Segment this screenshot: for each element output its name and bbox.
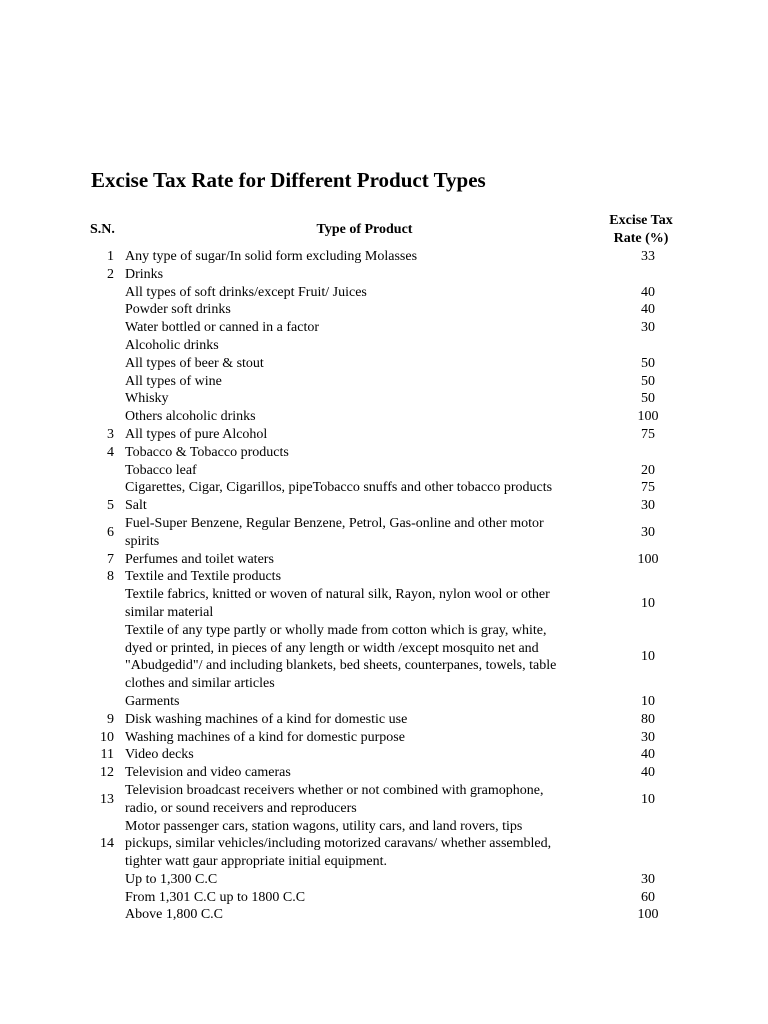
row-serial-number [80, 586, 125, 622]
table-row [80, 871, 690, 889]
tax-rate-table [80, 248, 690, 924]
row-serial-number: 7 [107, 551, 114, 567]
description-line: Perfumes and toilet waters [125, 551, 274, 567]
table-row [80, 444, 690, 462]
row-serial-number [80, 408, 125, 426]
row-tax-rate: 33 [641, 249, 655, 264]
row-serial-number: 12 [100, 765, 114, 781]
table-row [80, 373, 690, 391]
column-header-rate-line1: Excise Tax [609, 213, 673, 228]
description-line: Salt [125, 498, 147, 514]
table-row [80, 497, 690, 515]
row-serial-number [80, 479, 125, 497]
row-tax-rate: 100 [637, 409, 659, 425]
description-line: Textile fabrics, knitted or woven of natural silk, Rayon, nylon wool or other [125, 587, 550, 603]
row-serial-number: 10 [100, 729, 114, 745]
table-row [80, 818, 690, 871]
row-serial-number [80, 622, 125, 693]
table-row [80, 319, 690, 337]
row-tax-rate: 10 [641, 649, 655, 665]
row-tax-rate: 10 [641, 596, 655, 612]
table-row [80, 729, 690, 747]
row-product-description [125, 711, 606, 729]
description-line: similar material [125, 604, 214, 620]
description-line: Up to 1,300 C.C [125, 871, 218, 887]
row-serial-number [80, 284, 125, 302]
table-row [80, 746, 690, 764]
description-line: Tobacco leaf [125, 462, 197, 478]
row-product-description [125, 462, 606, 480]
table-row [80, 408, 690, 426]
row-tax-rate: 30 [641, 524, 655, 540]
row-serial-number: 13 [100, 791, 114, 807]
row-product-description [125, 284, 606, 302]
row-product-description [125, 337, 606, 355]
table-row [80, 782, 690, 818]
description-line: Tobacco & Tobacco products [125, 444, 289, 460]
row-tax-rate: 100 [637, 551, 659, 567]
table-row [80, 515, 690, 551]
row-tax-rate: 50 [641, 355, 655, 371]
row-tax-rate [606, 266, 690, 284]
table-row [80, 622, 690, 693]
column-header-rate-line2: Rate (%) [613, 231, 669, 246]
row-tax-rate: 80 [641, 711, 655, 727]
row-serial-number: 3 [107, 426, 114, 442]
description-line: Television broadcast receivers whether or not combined with gramophone, [125, 782, 544, 798]
column-header-rate [600, 212, 682, 248]
row-tax-rate [606, 444, 690, 462]
row-product-description [125, 479, 606, 497]
row-tax-rate: 100 [637, 907, 659, 923]
row-tax-rate: 75 [641, 426, 655, 442]
description-line: Fuel-Super Benzene, Regular Benzene, Petrol, Gas-online and other motor [125, 515, 544, 531]
row-product-description [125, 266, 606, 284]
row-tax-rate [606, 337, 690, 355]
row-serial-number [80, 337, 125, 355]
row-product-description [125, 818, 606, 871]
row-product-description [125, 515, 606, 551]
row-serial-number [80, 889, 125, 907]
table-row [80, 568, 690, 586]
description-line: All types of pure Alcohol [125, 426, 268, 442]
table-row [80, 248, 690, 266]
description-line: Motor passenger cars, station wagons, utility cars, and land rovers, tips [125, 818, 523, 834]
column-header-type: Type of Product [316, 222, 413, 237]
row-serial-number [80, 871, 125, 889]
row-serial-number [80, 390, 125, 408]
row-serial-number: 11 [100, 747, 114, 763]
row-product-description [125, 248, 606, 266]
row-serial-number [80, 462, 125, 480]
row-product-description [125, 764, 606, 782]
description-line: Alcoholic drinks [125, 337, 219, 353]
description-line: Above 1,800 C.C [125, 907, 223, 923]
row-serial-number [80, 301, 125, 319]
row-tax-rate [606, 568, 690, 586]
column-header-sn: S.N. [90, 222, 115, 237]
row-product-description [125, 729, 606, 747]
row-tax-rate: 30 [641, 498, 655, 514]
tax-rate-table-body [80, 248, 690, 924]
row-product-description [125, 622, 606, 693]
row-serial-number: 6 [107, 524, 114, 540]
row-product-description [125, 355, 606, 373]
row-tax-rate: 30 [641, 871, 655, 887]
table-row [80, 711, 690, 729]
table-row [80, 764, 690, 782]
row-serial-number: 5 [107, 498, 114, 514]
row-tax-rate: 40 [641, 302, 655, 318]
description-line: dyed or printed, in pieces of any length or width /except mosquito net and [125, 640, 539, 656]
description-line: pickups, similar vehicles/including motorized caravans/ whether assembled, [125, 836, 552, 852]
row-serial-number: 1 [107, 249, 114, 264]
description-line: Powder soft drinks [125, 302, 231, 318]
table-row [80, 906, 690, 924]
description-line: radio, or sound receivers and reproducers [125, 800, 357, 816]
row-tax-rate: 40 [641, 765, 655, 781]
row-product-description [125, 568, 606, 586]
row-product-description [125, 408, 606, 426]
table-row [80, 301, 690, 319]
row-tax-rate: 10 [641, 693, 655, 709]
description-line: Others alcoholic drinks [125, 409, 256, 425]
row-product-description [125, 373, 606, 391]
table-row [80, 390, 690, 408]
table-row [80, 889, 690, 907]
description-line: Whisky [125, 391, 169, 407]
description-line: Textile and Textile products [125, 569, 282, 585]
table-row [80, 426, 690, 444]
row-tax-rate: 40 [641, 747, 655, 763]
row-product-description [125, 889, 606, 907]
description-line: Drinks [125, 266, 164, 282]
row-serial-number: 2 [107, 266, 114, 282]
description-line: From 1,301 C.C up to 1800 C.C [125, 889, 306, 905]
row-serial-number [80, 319, 125, 337]
row-product-description [125, 586, 606, 622]
table-row [80, 462, 690, 480]
row-tax-rate: 30 [641, 729, 655, 745]
row-serial-number: 8 [107, 569, 114, 585]
row-serial-number [80, 906, 125, 924]
row-serial-number [80, 355, 125, 373]
row-serial-number: 4 [107, 444, 114, 460]
row-tax-rate [606, 818, 690, 871]
row-product-description [125, 301, 606, 319]
table-row [80, 337, 690, 355]
row-tax-rate: 50 [641, 373, 655, 389]
row-serial-number: 14 [100, 836, 114, 852]
row-product-description [125, 746, 606, 764]
row-product-description [125, 444, 606, 462]
description-line: Textile of any type partly or wholly made from cotton which is gray, white, [125, 622, 547, 638]
row-product-description [125, 497, 606, 515]
description-line: "Abudgedid"/ and including blankets, bed sheets, counterpanes, towels, table [125, 658, 557, 674]
description-line: tighter watt gaur appropriate initial equipment. [125, 854, 388, 870]
row-tax-rate: 60 [641, 889, 655, 905]
row-product-description [125, 693, 606, 711]
description-line: All types of beer & stout [125, 355, 264, 371]
table-row [80, 284, 690, 302]
row-tax-rate: 50 [641, 391, 655, 407]
description-line: Washing machines of a kind for domestic purpose [125, 729, 405, 745]
table-row [80, 693, 690, 711]
table-row [80, 586, 690, 622]
row-product-description [125, 782, 606, 818]
description-line: Cigarettes, Cigar, Cigarillos, pipeTobacco snuffs and other tobacco products [125, 480, 553, 496]
table-row [80, 551, 690, 569]
description-line: Disk washing machines of a kind for domestic use [125, 711, 408, 727]
row-tax-rate: 10 [641, 791, 655, 807]
page-title: Excise Tax Rate for Different Product Types [91, 168, 486, 192]
row-tax-rate: 40 [641, 284, 655, 300]
table-row [80, 355, 690, 373]
row-product-description [125, 871, 606, 889]
description-line: All types of soft drinks/except Fruit/ Juices [125, 284, 367, 300]
row-product-description [125, 906, 606, 924]
description-line: All types of wine [125, 373, 222, 389]
row-serial-number [80, 373, 125, 391]
row-product-description [125, 319, 606, 337]
description-line: clothes and similar articles [125, 676, 275, 692]
description-line: Television and video cameras [125, 765, 291, 781]
row-tax-rate: 75 [641, 480, 655, 496]
row-tax-rate: 20 [641, 462, 655, 478]
description-line: Water bottled or canned in a factor [125, 320, 320, 336]
table-row [80, 266, 690, 284]
description-line: spirits [125, 533, 160, 549]
table-row [80, 479, 690, 497]
row-product-description [125, 551, 606, 569]
row-product-description [125, 426, 606, 444]
description-line: Any type of sugar/In solid form excluding Molasses [125, 249, 418, 264]
row-serial-number: 9 [107, 711, 114, 727]
description-line: Video decks [125, 747, 194, 763]
row-tax-rate: 30 [641, 320, 655, 336]
description-line: Garments [125, 693, 180, 709]
row-product-description [125, 390, 606, 408]
row-serial-number [80, 693, 125, 711]
